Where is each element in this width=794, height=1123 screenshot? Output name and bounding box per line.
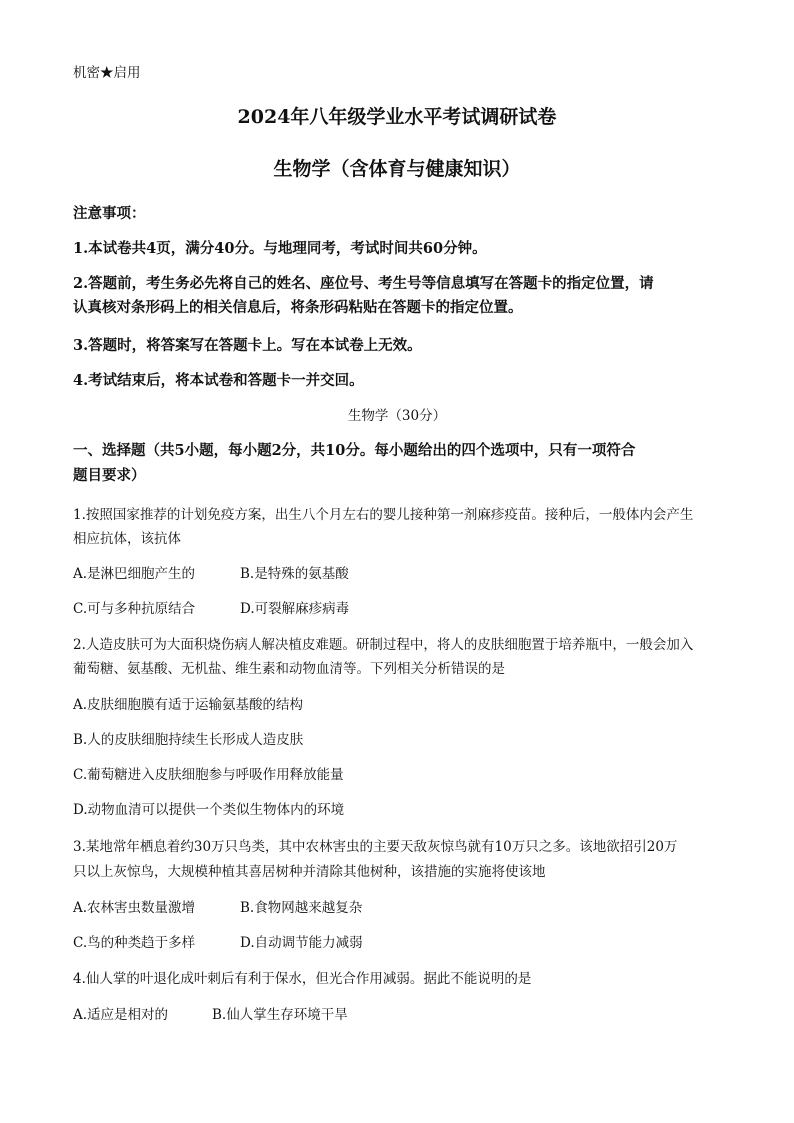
question-2-option-d: D.动物血清可以提供一个类似生物体内的环境	[73, 802, 345, 818]
notice-item-2: 2.答题前，考生务必先将自己的姓名、座位号、考生号等信息填写在答题卡的指定位置，请	[73, 275, 654, 292]
question-1-stem-cont: 相应抗体，该抗体	[73, 531, 181, 547]
question-3-option-b: B.食物网越来越复杂	[240, 900, 363, 916]
notice-item-1: 1.本试卷共4页，满分40分。与地理同考，考试时间共60分钟。	[73, 240, 487, 257]
question-1-stem: 1.按照国家推荐的计划免疫方案，出生八个月左右的婴儿接种第一剂麻疹疫苗。接种后，一般体内会产生	[73, 507, 694, 523]
question-2-option-a: A.皮肤细胞膜有适于运输氨基酸的结构	[73, 697, 304, 713]
question-3-option-d: D.自动调节能力减弱	[240, 935, 363, 951]
question-3-stem: 3.某地常年栖息着约30万只鸟类，其中农林害虫的主要天敌灰惊鸟就有10万只之多。该地欲招引20万	[73, 839, 678, 855]
question-2-option-b: B.人的皮肤细胞持续生长形成人造皮肤	[73, 732, 304, 748]
part1-heading: 一、选择题（共5小题，每小题2分，共10分。每小题给出的四个选项中，只有一项符合	[73, 442, 636, 459]
question-1-option-d: D.可裂解麻疹病毒	[240, 601, 350, 617]
page-subtitle: 生物学（含体育与健康知识）	[273, 158, 521, 180]
question-3-option-a: A.农林害虫数量激增	[73, 900, 196, 916]
question-2-stem-cont: 葡萄糖、氨基酸、无机盐、维生素和动物血清等。下列相关分析错误的是	[73, 661, 505, 677]
page-title: 2024年八年级学业水平考试调研试卷	[237, 106, 557, 128]
notice-item-4: 4.考试结束后，将本试卷和答题卡一并交回。	[73, 372, 364, 389]
question-2-stem: 2.人造皮肤可为大面积烧伤病人解决植皮难题。研制过程中，将人的皮肤细胞置于培养瓶中，一般会加入	[73, 637, 694, 653]
question-4-stem: 4.仙人掌的叶退化成叶刺后有利于保水，但光合作用减弱。据此不能说明的是	[73, 971, 532, 987]
question-3-stem-cont: 只以上灰惊鸟，大规模种植其喜居树种并清除其他树种，该措施的实施将使该地	[73, 864, 546, 880]
question-4-option-b: B.仙人掌生存环境干旱	[212, 1007, 348, 1023]
question-4-option-a: A.适应是相对的	[73, 1007, 169, 1023]
question-1-option-c: C.可与多种抗原结合	[73, 601, 196, 617]
question-3-option-c: C.鸟的种类趋于多样	[73, 935, 196, 951]
question-1-option-b: B.是特殊的氨基酸	[240, 566, 349, 582]
section-title: 生物学（30分）	[347, 408, 447, 424]
confidential-label: 机密★启用	[73, 65, 141, 81]
question-2-option-c: C.葡萄糖进入皮肤细胞参与呼吸作用释放能量	[73, 767, 344, 783]
notice-heading: 注意事项：	[73, 205, 146, 222]
question-1-option-a: A.是淋巴细胞产生的	[73, 566, 196, 582]
part1-heading-cont: 题目要求）	[73, 467, 146, 484]
notice-item-3: 3.答题时，将答案写在答题卡上。写在本试卷上无效。	[73, 337, 422, 354]
notice-item-2-cont: 认真核对条形码上的相关信息后，将条形码粘贴在答题卡的指定位置。	[73, 299, 523, 316]
